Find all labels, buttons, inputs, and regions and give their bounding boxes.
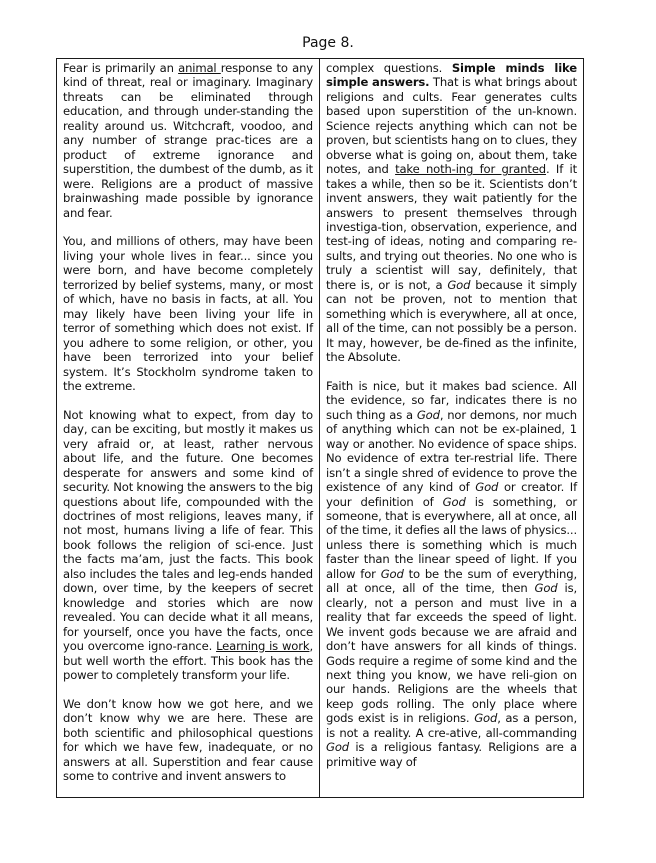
text-run: Not knowing what to expect, from day to day, can be exciting, but mostly it makes us very afraid or, at least, rather nervous about life, and the future. One becomes desperate for answers and some kind of security. Not knowing the answers to the big questions about life, compounded with the doctrines of most religions, leaves many, if not most, humans living a life of fear. This book follows the religion of sci-ence. Just the facts ma’am, just the facts. This book also includes the tales and leg-ends handed down, over time, by the keepers of secret knowledge and stories which are now revealed. You can decide what it all means, for yourself, once you have the facts, once you overcome igno-rance. xyxy=(63,407,313,654)
text-run: . If it takes a while, then so be it. Scientists don’t invent answers, they wait patiently for the answers to present themselves through investiga-tion, observation, experience, and test-ing of ideas, noting and comparing re-sults, and trying out theories. No one who is truly a scientist will say, definitely, that there is, or is not, a xyxy=(326,162,577,292)
paragraph xyxy=(63,408,313,683)
two-column-text-frame xyxy=(56,58,584,798)
text-run: , nor demons, nor much of anything which can not be ex-plained, 1 way or another. No evidence of space ships. No evidence of extra ter-restrial life. There isn’t a single shred of evidence to prove the existence of any kind of xyxy=(326,407,577,495)
italic-text: God xyxy=(447,277,471,292)
italic-text: God xyxy=(416,407,440,422)
right-column xyxy=(320,59,583,797)
underlined-text: take noth-ing for granted xyxy=(395,162,547,177)
italic-text: God xyxy=(475,480,499,495)
text-run: to be the sum of everything, all at once, all of the time, then xyxy=(326,566,577,596)
paragraph xyxy=(63,234,313,393)
text-run: is something, or someone, that is everywhere, all at once, all of the time, it defies all the laws of physics... unless there is something which is much faster than the linear speed of light. If you allow for xyxy=(326,494,578,581)
text-run: response to any kind of threat, real or imaginary. Imaginary threats can be eliminated through education, and through under-standing the reality around us. Witchcraft, voodoo, and any number of strange prac-tices are a product of extreme ignorance and superstition, the dumbest of the dumb, as it were. Religions are a product of massive brainwashing made possible by ignorance and fear. xyxy=(63,61,313,220)
italic-text: God xyxy=(380,566,404,581)
italic-text: God xyxy=(326,740,349,755)
left-column xyxy=(57,59,320,797)
paragraph xyxy=(63,697,313,784)
italic-text: God xyxy=(442,494,466,509)
underlined-text: animal xyxy=(178,61,221,75)
text-run: Fear is primarily an xyxy=(63,61,179,75)
text-run: , but well worth the effort. This book has the power to completely transform your life. xyxy=(63,639,313,682)
paragraph xyxy=(63,61,313,220)
text-run: because it simply can not be proven, not to mention that something which is everywhere, all at once, all of the time, can not possibly be a person. It may, however, be de-fined as the infinite, the Absolute. xyxy=(326,277,577,365)
text-run: That is what brings about religions and cults. Fear generates cults based upon superstition of the un-known. Science rejects anything which can not be proven, but scientists hang on to clues, they obverse what is going on, about them, take notes, and xyxy=(326,75,577,177)
text-run: or creator. If your definition of xyxy=(326,480,577,509)
page-number-heading: Page 8. xyxy=(302,35,354,51)
paragraph xyxy=(326,61,577,365)
bold-text: Simple minds like simple answers. xyxy=(326,61,577,90)
text-run: We don’t know how we got here, and we don’t know why we are here. These are both scientific and philosophical questions for which we have few, inadequate, or no answers at all. Superstition and fear cause some to contrive and invent answers to xyxy=(63,696,313,784)
text-run: Faith is nice, but it makes bad science. All the evidence, so far, indicates there is no such thing as a xyxy=(326,378,577,422)
italic-text: God xyxy=(474,711,498,726)
italic-text: God xyxy=(534,581,558,596)
text-run: You, and millions of others, may have been living your whole lives in fear... since you were born, and have become completely terrorized by belief systems, many, or most of which, have no basis in facts, at all. You may likely have been living your life in terror of something which does not exist. If you adhere to some religion, or other, you have been terrorized into your belief system. It’s Stockholm syndrome taken to the extreme. xyxy=(63,234,313,393)
text-run: is a religious fantasy. Religions are a primitive way of xyxy=(326,740,577,769)
paragraph xyxy=(326,379,577,769)
underlined-text: Learning is work xyxy=(216,639,310,654)
text-run: , as a person, is not a reality. A cre-ative, all-commanding xyxy=(326,711,578,740)
text-run: complex questions. xyxy=(326,61,452,75)
text-run: is, clearly, not a person and must live in a reality that far exceeds the speed of light. We invent gods because we are afraid and don’t have answers for all kinds of things. Gods require a regime of some kind and the next thing you know, we have reli-gion on our hands. Religions are the wheels that keep gods rolling. The only place where gods exist is in religions. xyxy=(326,581,577,726)
